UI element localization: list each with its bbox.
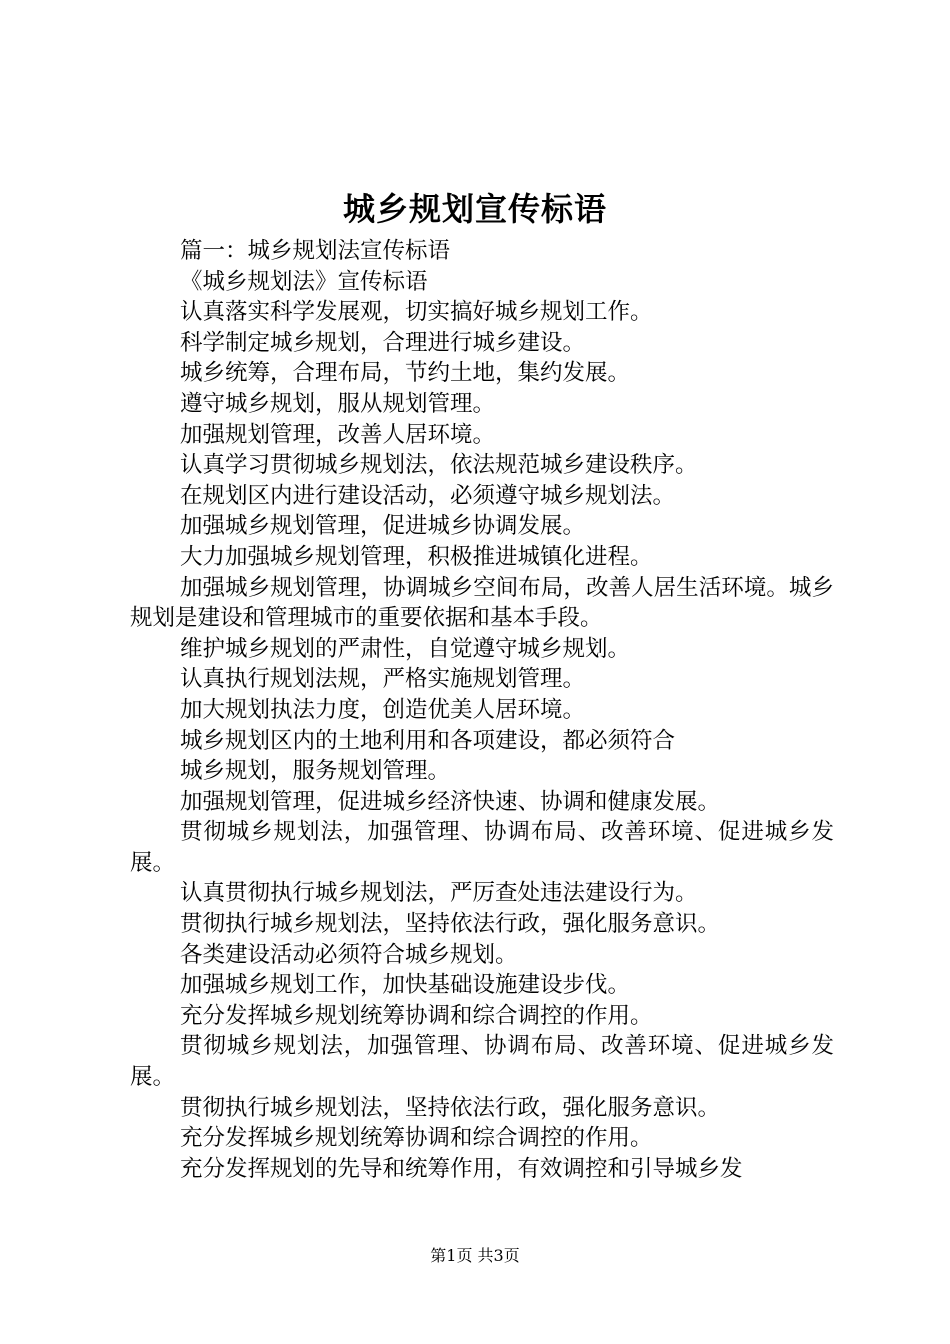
paragraph: 在规划区内进行建设活动，必须遵守城乡规划法。 <box>180 482 676 509</box>
paragraph: 遵守城乡规划，服从规划管理。 <box>180 390 496 417</box>
paragraph: 加强城乡规划管理，促进城乡协调发展。 <box>180 513 586 540</box>
paragraph: 认真落实科学发展观，切实搞好城乡规划工作。 <box>180 299 653 326</box>
paragraph: 加强规划管理，促进城乡经济快速、协调和健康发展。 <box>180 788 721 815</box>
paragraph: 充分发挥规划的先导和统筹作用，有效调控和引导城乡发 <box>180 1155 743 1182</box>
paragraph: 《城乡规划法》宣传标语 <box>180 268 428 295</box>
paragraph: 加强城乡规划工作，加快基础设施建设步伐。 <box>180 972 631 999</box>
paragraph: 大力加强城乡规划管理，积极推进城镇化进程。 <box>180 543 653 570</box>
page-footer: 第1页 共3页 <box>430 1246 520 1265</box>
paragraph: 认真执行规划法规，严格实施规划管理。 <box>180 666 586 693</box>
paragraph: 贯彻执行城乡规划法，坚持依法行政，强化服务意识。 <box>180 1094 721 1121</box>
paragraph: 贯彻城乡规划法，加强管理、协调布局、改善环境、促进城乡发展。 <box>130 1033 834 1091</box>
paragraph: 充分发挥城乡规划统筹协调和综合调控的作用。 <box>180 1125 653 1152</box>
paragraph: 维护城乡规划的严肃性，自觉遵守城乡规划。 <box>180 635 631 662</box>
paragraph: 贯彻执行城乡规划法，坚持依法行政，强化服务意识。 <box>180 911 721 938</box>
paragraph: 充分发挥城乡规划统筹协调和综合调控的作用。 <box>180 1002 653 1029</box>
paragraph: 加大规划执法力度，创造优美人居环境。 <box>180 696 586 723</box>
document-title: 城乡规划宣传标语 <box>342 190 607 228</box>
paragraph: 城乡统筹，合理布局，节约土地，集约发展。 <box>180 360 631 387</box>
paragraph: 篇一：城乡规划法宣传标语 <box>180 238 451 264</box>
paragraph: 加强规划管理，改善人居环境。 <box>180 421 496 448</box>
paragraph: 科学制定城乡规划，合理进行城乡建设。 <box>180 329 586 356</box>
document-body <box>130 236 834 1184</box>
paragraph: 贯彻城乡规划法，加强管理、协调布局、改善环境、促进城乡发展。 <box>130 819 834 876</box>
paragraph: 各类建设活动必须符合城乡规划。 <box>180 941 518 968</box>
paragraph: 城乡规划区内的土地利用和各项建设，都必须符合 <box>180 727 676 754</box>
paragraph: 认真学习贯彻城乡规划法，依法规范城乡建设秩序。 <box>180 452 698 479</box>
paragraph: 城乡规划，服务规划管理。 <box>180 758 451 785</box>
paragraph: 加强城乡规划管理，协调城乡空间布局，改善人居生活环境。城乡规划是建设和管理城市的重要依据和基本手段。 <box>130 574 834 632</box>
paragraph: 认真贯彻执行城乡规划法，严厉查处违法建设行为。 <box>180 880 698 907</box>
